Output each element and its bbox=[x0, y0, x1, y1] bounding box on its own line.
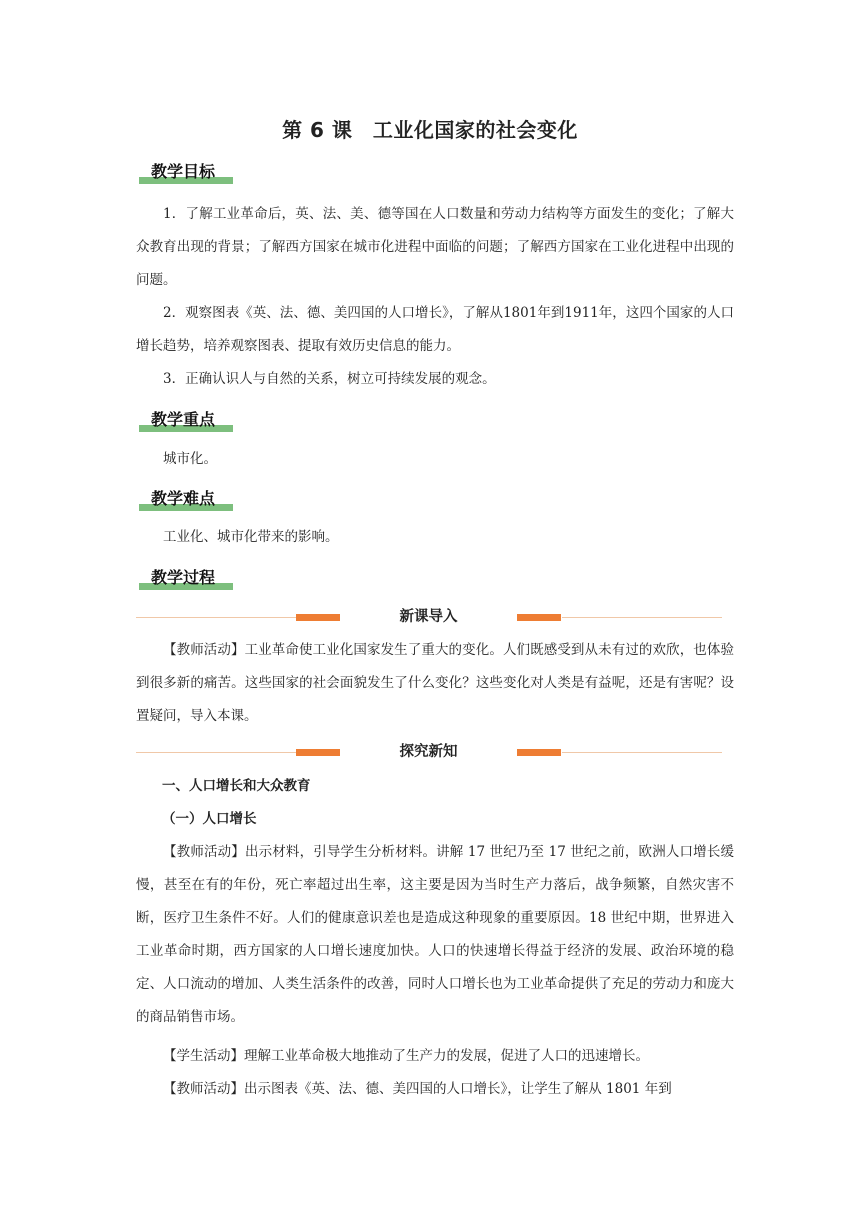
explore-divider bbox=[136, 741, 722, 763]
explore-paragraph-2: 【学生活动】理解工业革命极大地推动了生产力的发展，促进了人口的迅速增长。 bbox=[163, 1048, 649, 1064]
page-title: 第 6 课 工业化国家的社会变化 bbox=[282, 118, 578, 142]
objective-item-3: 3．正确认识人与自然的关系，树立可持续发展的观念。 bbox=[163, 371, 496, 387]
divider-block-right bbox=[517, 749, 561, 756]
explore-label: 探究新知 bbox=[399, 744, 458, 760]
explore-paragraph-3: 【教师活动】出示图表《英、法、德、美四国的人口增长》，让学生了解从 1801 年到 bbox=[163, 1081, 672, 1097]
difficulties-text: 工业化、城市化带来的影响。 bbox=[163, 529, 339, 545]
divider-block-right bbox=[517, 614, 561, 621]
key-points-heading-label: 教学重点 bbox=[151, 410, 216, 429]
key-points-heading bbox=[139, 410, 215, 432]
divider-line-left bbox=[136, 752, 296, 753]
intro-label: 新课导入 bbox=[399, 609, 458, 625]
section-heading-population-education: 一、人口增长和大众教育 bbox=[162, 778, 311, 794]
key-points-text: 城市化。 bbox=[163, 451, 217, 467]
process-heading bbox=[139, 568, 215, 590]
subsection-heading-population: （一）人口增长 bbox=[162, 811, 257, 827]
intro-text: 【教师活动】工业革命使工业化国家发生了重大的变化。人们既感受到从未有过的欢欣，也体验到很多新的痛苦。这些国家的社会面貌发生了什么变化？这些变化对人类是有益呢，还是有害呢？设置疑问，导入本课。 bbox=[136, 642, 734, 724]
objectives-heading-label: 教学目标 bbox=[151, 162, 216, 181]
divider-block-left bbox=[296, 614, 340, 621]
divider-line-right bbox=[562, 617, 722, 618]
explore-paragraph-1: 【教师活动】出示材料，引导学生分析材料。讲解 17 世纪乃至 17 世纪之前，欧洲人口增长缓慢，甚至在有的年份，死亡率超过出生率，这主要是因为当时生产力落后，战争频繁，自然灾害不断，医疗卫生条件不好。人们的健康意识差也是造成这种现象的重要原因。18 世纪中期，世界进入工业革命时期，西方国家的人口增长速度加快。人口的快速增长得益于经济的发展、政治环境的稳定、人口流动的增加、人类生活条件的改善，同时人口增长也为工业革命提供了充足的劳动力和庞大的商品销售市场。 bbox=[136, 844, 734, 1025]
objective-item-2: 2．观察图表《英、法、德、美四国的人口增长》，了解从1801年到1911年，这四个国家的人口增长趋势，培养观察图表、提取有效历史信息的能力。 bbox=[136, 305, 734, 354]
divider-block-left bbox=[296, 749, 340, 756]
difficulties-heading-label: 教学难点 bbox=[151, 489, 216, 508]
divider-line-right bbox=[562, 752, 722, 753]
divider-line-left bbox=[136, 617, 296, 618]
intro-divider bbox=[136, 606, 722, 628]
objective-item-1: 1．了解工业革命后，英、法、美、德等国在人口数量和劳动力结构等方面发生的变化；了解大众教育出现的背景；了解西方国家在城市化进程中面临的问题；了解西方国家在工业化进程中出现的问题。 bbox=[136, 206, 734, 288]
objectives-heading bbox=[139, 162, 215, 184]
difficulties-heading bbox=[139, 489, 215, 511]
process-heading-label: 教学过程 bbox=[151, 568, 216, 587]
